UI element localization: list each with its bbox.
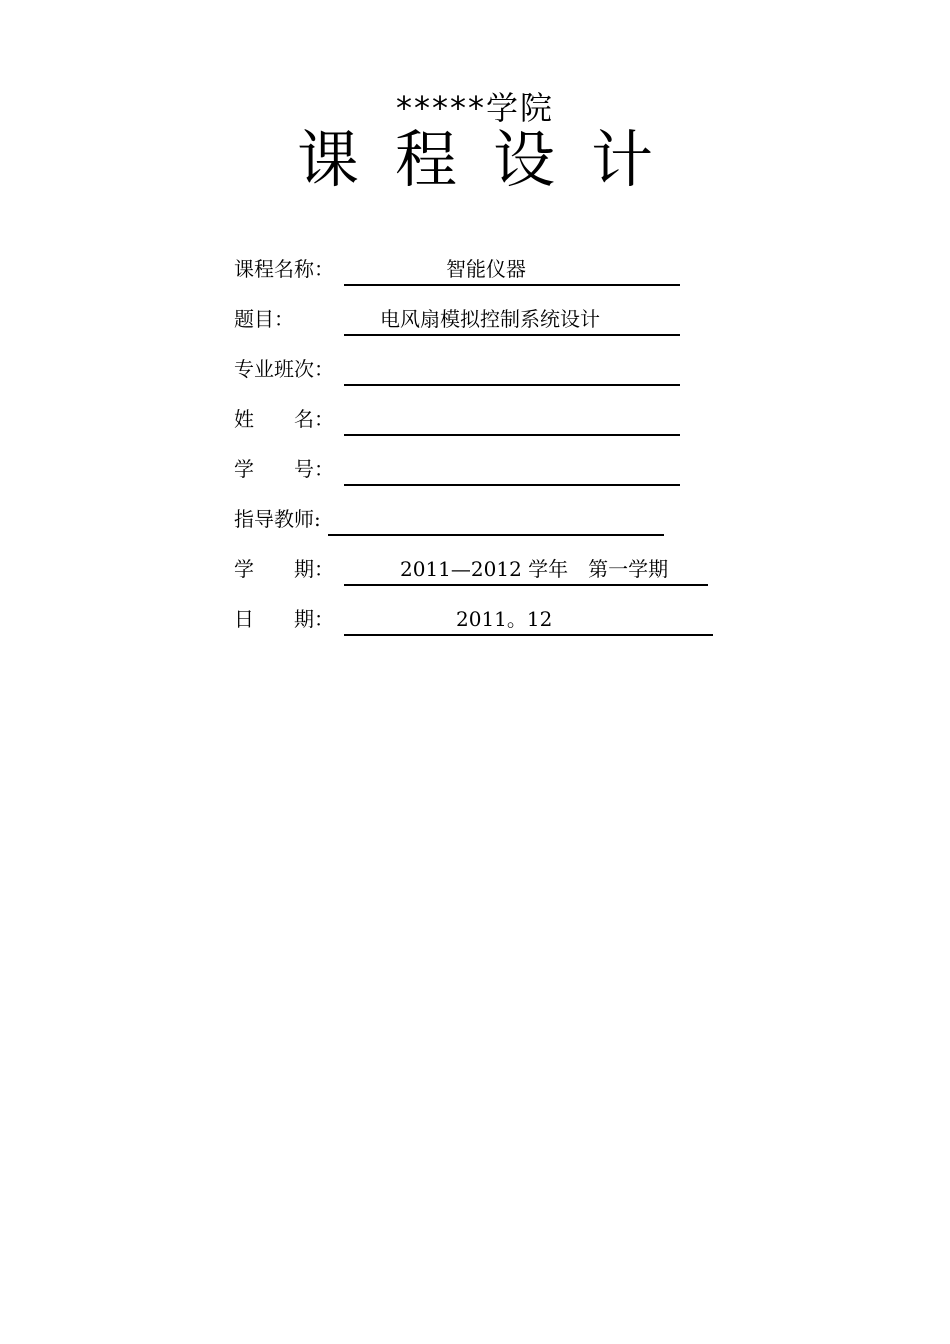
cover-info-form — [234, 252, 734, 652]
date-row — [234, 602, 734, 652]
instructor-row — [234, 502, 734, 552]
semester-label: 学 期： — [234, 557, 334, 581]
topic-row — [234, 302, 734, 352]
major-class-underline — [344, 384, 680, 386]
semester-value: 2011—2012 学年 第一学期 — [400, 557, 669, 581]
student-id-row — [234, 452, 734, 502]
date-label: 日 期： — [234, 607, 334, 631]
topic-label: 题目： — [234, 307, 294, 331]
topic-value: 电风扇模拟控制系统设计 — [380, 307, 600, 331]
major-class-label: 专业班次： — [234, 357, 334, 381]
course-name-row — [234, 252, 734, 302]
semester-row — [234, 552, 734, 602]
institution-name: *****学院 — [395, 89, 554, 127]
name-label: 姓 名： — [234, 407, 334, 431]
major-class-row — [234, 352, 734, 402]
instructor-underline — [328, 534, 664, 536]
student-id-label: 学 号： — [234, 457, 334, 481]
course-name-label: 课程名称： — [234, 257, 334, 281]
date-value: 2011。12 — [456, 607, 553, 631]
student-id-underline — [344, 484, 680, 486]
name-underline — [344, 434, 680, 436]
document-title: 课程设计 — [296, 123, 689, 196]
name-row — [234, 402, 734, 452]
course-name-value: 智能仪器 — [446, 257, 526, 281]
instructor-label: 指导教师: — [234, 507, 321, 531]
